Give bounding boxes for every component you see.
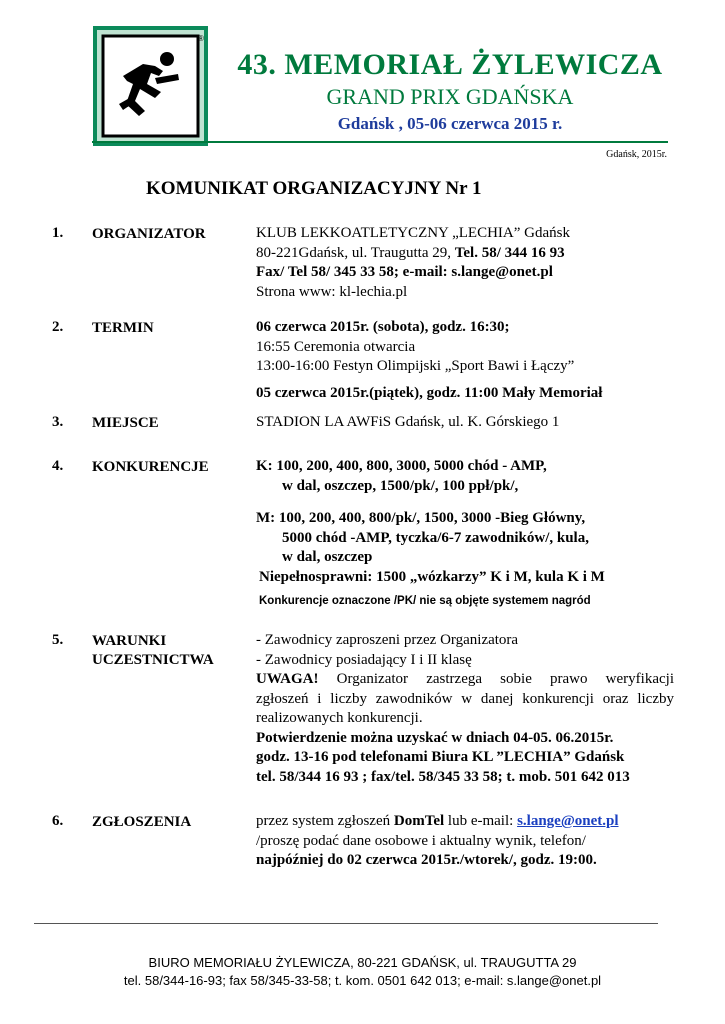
registration-method: przez system zgłoszeń DomTel lub e-mail: s.lange@onet.pl — [256, 813, 619, 829]
memorial-subtitle: GRAND PRIX GDAŃSKA — [326, 84, 574, 109]
section-3-number: 3. — [52, 414, 64, 430]
place-date: Gdańsk, 2015r. — [606, 149, 667, 160]
footer-address: BIURO MEMORIAŁU ŻYLEWICZA, 80-221 GDAŃSK, ul. TRAUGUTTA 29 — [148, 955, 577, 970]
confirmation-office: godz. 13-16 pod telefonami Biura KL ”LECHIA” Gdańsk — [256, 749, 625, 765]
registration-deadline: najpóźniej do 02 czerwca 2015r./wtorek/, godz. 19:00. — [256, 852, 597, 868]
confirmation-phones: tel. 58/344 16 93 ; fax/tel. 58/345 33 58; t. mob. 501 642 013 — [256, 768, 630, 785]
confirmation-dates: Potwierdzenie można uzyskać w dniach 04-05. 06.2015r. — [256, 729, 614, 746]
organizer-address: 80-221Gdańsk, ul. Traugutta 29, Tel. 58/ 344 16 93 — [256, 244, 565, 261]
memorial-title: 43. MEMORIAŁ ŻYLEWICZA — [237, 48, 663, 81]
condition-warning-3: realizowanych konkurencji. — [256, 710, 423, 726]
registration-info: /proszę podać dane osobowe i aktualny wynik, telefon/ — [256, 832, 586, 849]
men-events-2: 5000 chód -AMP, tyczka/6-7 zawodników/, kula, — [282, 529, 589, 546]
section-5-content — [256, 631, 674, 787]
men-events-3: w dal, oszczep — [282, 549, 373, 565]
section-1-number: 1. — [52, 225, 64, 241]
section-2-label: TERMIN — [92, 320, 154, 336]
women-events-1: K: 100, 200, 400, 800, 3000, 5000 chód - AMP, — [256, 458, 547, 474]
section-1-label: ORGANIZATOR — [92, 226, 206, 242]
section-5-label: WARUNKI UCZESTNICTWA — [92, 633, 214, 668]
term-main: 06 czerwca 2015r. (sobota), godz. 16:30; — [256, 319, 510, 335]
women-events-2: w dal, oszczep, 1500/pk/, 100 ppł/pk/, — [282, 477, 519, 494]
document-heading: KOMUNIKAT ORGANIZACYJNY Nr 1 — [146, 178, 482, 199]
organizer-fax-email: Fax/ Tel 58/ 345 33 58; e-mail: s.lange@onet.pl — [256, 264, 553, 280]
term-small-memorial: 05 czerwca 2015r.(piątek), godz. 11:00 Mały Memoriał — [256, 384, 603, 401]
email-link[interactable]: s.lange@onet.pl — [517, 813, 619, 829]
term-festyn: 13:00-16:00 Festyn Olimpijski „Sport Bawi i Łączy” — [256, 358, 575, 374]
section-3-label: MIEJSCE — [92, 415, 159, 431]
section-4-label: KONKURENCJE — [92, 459, 209, 475]
section-2-content — [256, 318, 602, 403]
section-6-content — [256, 812, 619, 871]
section-6-number: 6. — [52, 813, 64, 829]
condition-class: - Zawodnicy posiadający I i II klasę — [256, 651, 472, 668]
section-5-number: 5. — [52, 632, 64, 648]
footer-divider — [34, 923, 658, 924]
organizer-website: Strona www: kl-lechia.pl — [256, 283, 408, 300]
condition-warning: UWAGA! Organizator zastrzega sobie prawo weryfikacji — [256, 671, 674, 687]
section-3-content: STADION LA AWFiS Gdańsk, ul. K. Górskiego 1 — [256, 414, 560, 430]
section-2-number: 2. — [52, 319, 64, 335]
prize-note: Konkurencje oznaczone /PK/ nie są objęte systemem nagród — [259, 595, 591, 607]
memorial-logo — [93, 26, 208, 146]
section-6-label: ZGŁOSZENIA — [92, 814, 192, 830]
disabled-events: Niepełnosprawni: 1500 „wózkarzy” K i M, kula K i M — [259, 568, 605, 585]
organizer-name: KLUB LEKKOATLETYCZNY „LECHIA” Gdańsk — [256, 225, 570, 241]
section-4-content — [256, 457, 605, 612]
event-date: Gdańsk , 05-06 czerwca 2015 r. — [337, 114, 563, 133]
men-events-1: M: 100, 200, 400, 800/pk/, 1500, 3000 -Bieg Główny, — [256, 510, 586, 526]
section-4-number: 4. — [52, 458, 64, 474]
registered-mark: ® — [198, 34, 204, 43]
term-ceremony: 16:55 Ceremonia otwarcia — [256, 338, 416, 355]
footer-contacts: tel. 58/344-16-93; fax 58/345-33-58; t. kom. 0501 642 013; e-mail: s.lange@onet.pl — [123, 973, 602, 988]
section-1-content — [256, 224, 570, 302]
condition-invited: - Zawodnicy zaproszeni przez Organizatora — [256, 632, 519, 648]
header-divider — [92, 141, 668, 143]
condition-warning-2: zgłoszeń i liczby zawodników w danej konkurencji oraz liczby — [256, 690, 674, 707]
